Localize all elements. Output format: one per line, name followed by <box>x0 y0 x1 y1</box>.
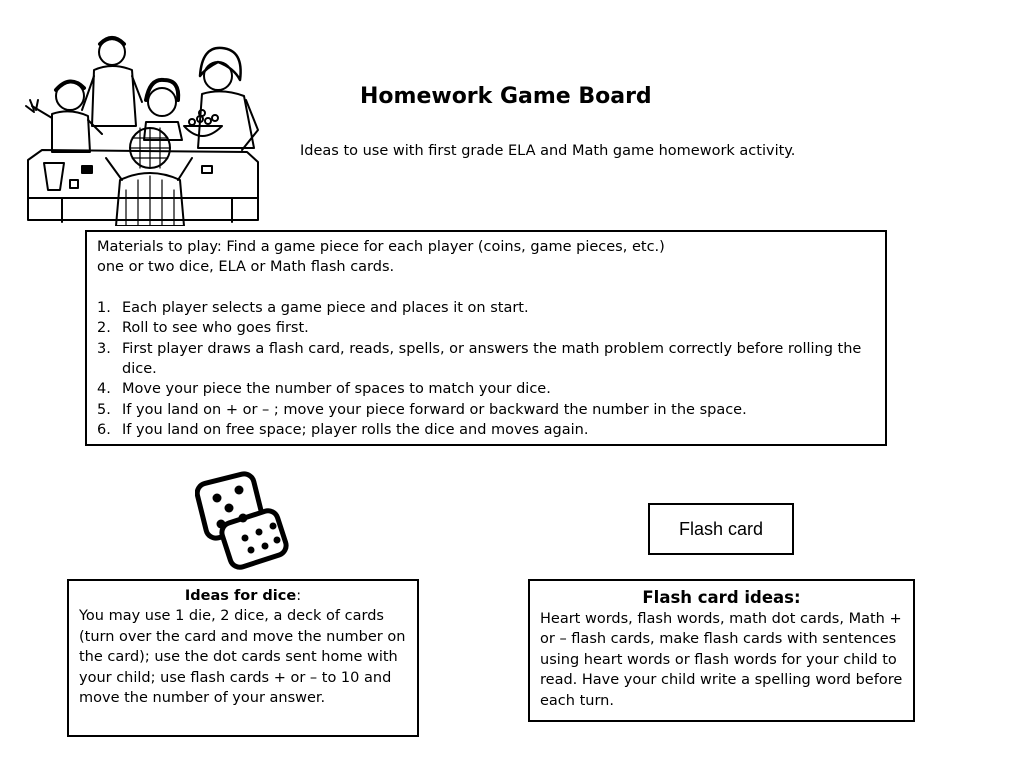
page-subtitle: Ideas to use with first grade ELA and Math game homework activity. <box>300 143 796 159</box>
dice-ideas-body: You may use 1 die, 2 dice, a deck of cards (turn over the card and move the number on the card); use the dot cards sent home with your child; use flash cards + or – to 10 and move the number of your answer. <box>79 608 406 707</box>
materials-line: Materials to play: Find a game piece for each player (coins, game pieces, etc.) <box>97 239 665 255</box>
dice-ideas-heading <box>79 586 407 606</box>
materials-line-continued: one or two dice, ELA or Math flash cards. <box>97 259 395 276</box>
rules-list <box>97 298 875 441</box>
flash-card-ideas-heading: Flash card ideas: <box>642 588 801 607</box>
rule-item <box>97 339 862 380</box>
rule-item <box>97 379 875 399</box>
flash-card-label: Flash card <box>648 503 794 555</box>
rule-text: First player draws a flash card, reads, spells, or answers the math problem correctly before rolling the dice. <box>122 340 862 378</box>
rule-number: 5. <box>97 401 111 418</box>
rule-item <box>97 298 875 318</box>
rule-item <box>97 318 875 338</box>
dice-ideas-box <box>67 579 419 737</box>
rule-number: 2. <box>97 320 111 337</box>
dice-ideas-heading-text: Ideas for dice <box>184 588 297 604</box>
rule-number: 4. <box>97 381 111 398</box>
rule-text: Move your piece the number of spaces to match your dice. <box>122 381 551 398</box>
flash-card-ideas-body: Heart words, flash words, math dot cards, Math + or – flash cards, make flash cards with sentences using heart words or flash words for your child to read. Have your child write a spelling word before each turn. <box>540 611 903 709</box>
flash-card-ideas-box <box>528 579 915 722</box>
rule-text: If you land on free space; player rolls the dice and moves again. <box>122 422 589 439</box>
rule-number: 3. <box>97 340 111 357</box>
rules-box <box>85 230 887 446</box>
rule-text: Roll to see who goes first. <box>122 320 309 337</box>
rule-text: If you land on + or – ; move your piece forward or backward the number in the space. <box>122 401 747 418</box>
rule-item <box>97 400 875 420</box>
rule-item <box>97 420 875 440</box>
dice-icon <box>195 468 295 572</box>
rule-number: 6. <box>97 422 111 439</box>
family-playing-board-game-icon <box>22 30 262 226</box>
rule-number: 1. <box>97 299 111 316</box>
rule-text: Each player selects a game piece and places it on start. <box>122 299 529 316</box>
page-title: Homework Game Board <box>360 84 652 109</box>
dice-ideas-heading-colon: : <box>296 588 302 604</box>
